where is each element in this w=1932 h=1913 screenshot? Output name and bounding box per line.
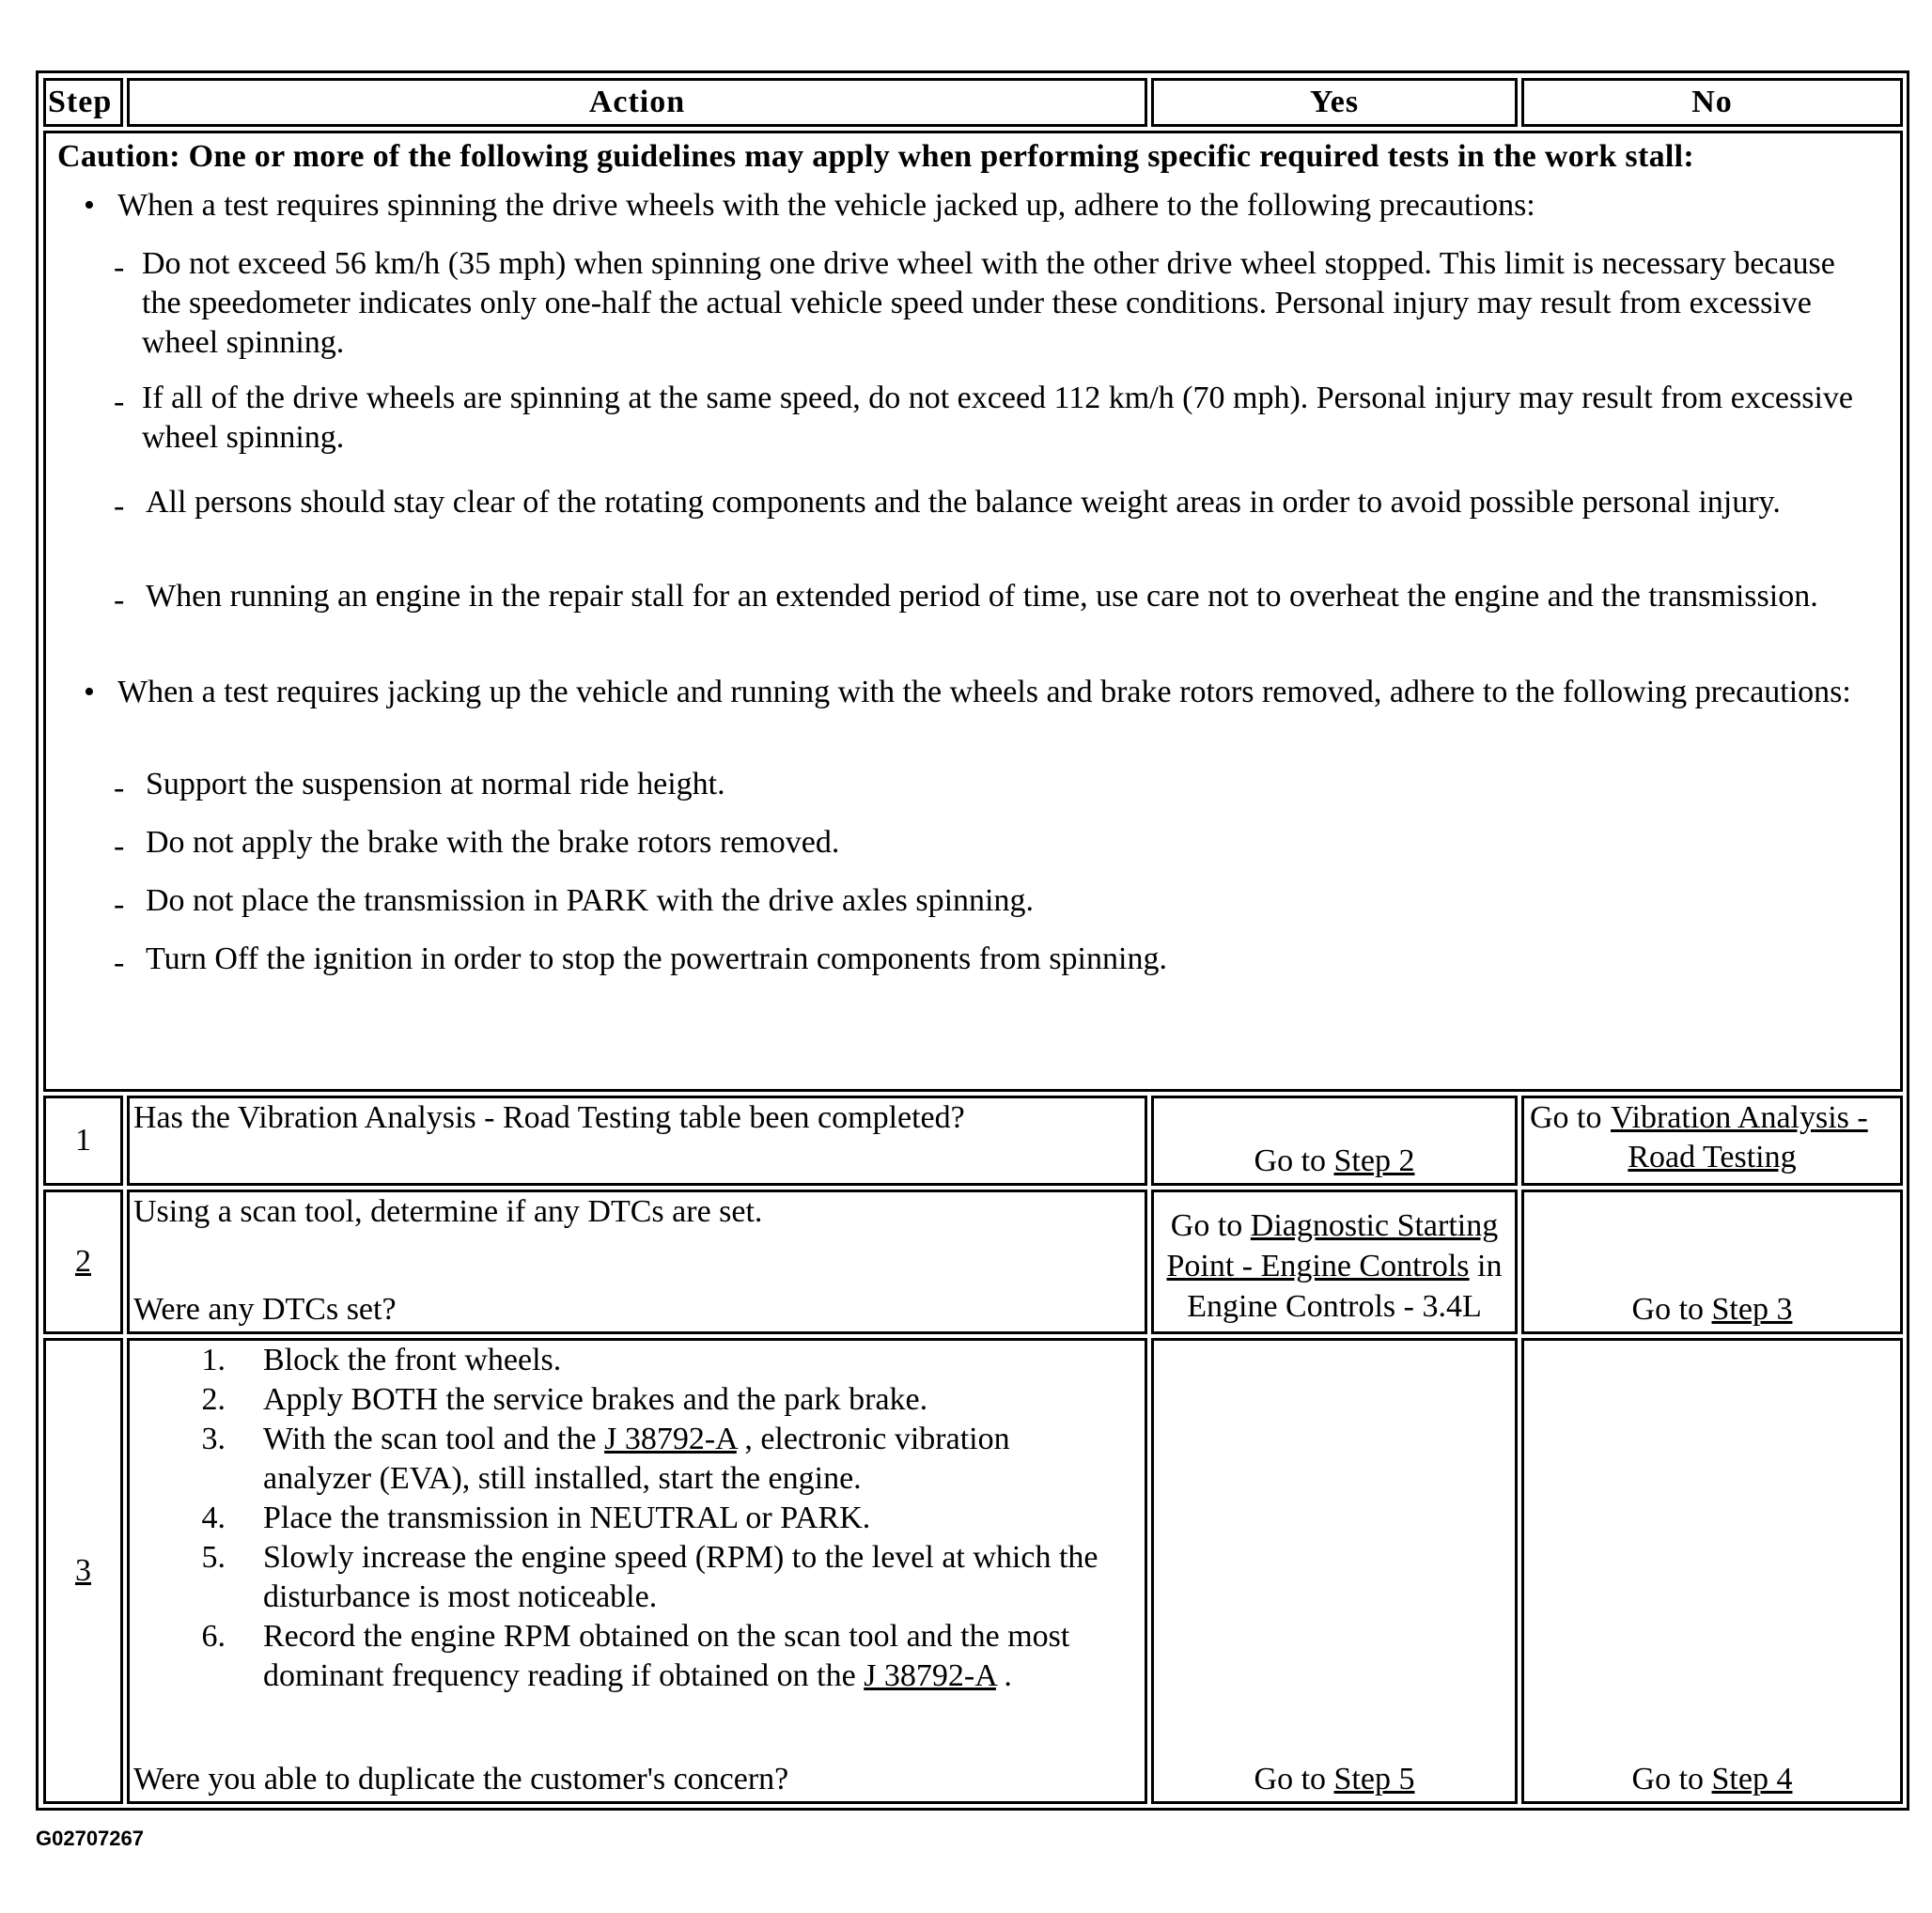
yes-cell: Go to Step 5 bbox=[1151, 1338, 1518, 1804]
step-action bbox=[127, 1190, 1147, 1334]
link-vibration-analysis-road-testing-cont[interactable]: Road Testing bbox=[1628, 1140, 1797, 1174]
step-number[interactable] bbox=[43, 1190, 123, 1334]
link-step-2[interactable]: Step 2 bbox=[1333, 1143, 1415, 1178]
link-step-5[interactable]: Step 5 bbox=[1333, 1762, 1415, 1796]
dash-icon: - bbox=[114, 583, 125, 617]
step-number[interactable] bbox=[43, 1338, 123, 1804]
yes-cell: Go to Step 2 bbox=[1151, 1096, 1518, 1186]
dash-icon: - bbox=[114, 887, 125, 922]
step-action-text: Using a scan tool, determine if any DTCs are set. bbox=[133, 1194, 763, 1229]
step-3-link[interactable]: 3 bbox=[75, 1553, 91, 1588]
no-cell: Go to Vibration Analysis - Road Testing bbox=[1521, 1096, 1903, 1186]
step-action-text: Has the Vibration Analysis - Road Testing table been completed? bbox=[133, 1100, 965, 1135]
step-question: Were you able to duplicate the customer's concern? bbox=[133, 1762, 789, 1796]
caution-title: Caution: One or more of the following guidelines may apply when performing specific required tests in the work stall: bbox=[57, 139, 1694, 174]
link-diagnostic-starting-point[interactable]: Diagnostic Starting Point - Engine Controls bbox=[1166, 1208, 1499, 1283]
header-yes: Yes bbox=[1151, 78, 1518, 127]
step-2-link[interactable]: 2 bbox=[75, 1244, 91, 1279]
no-cell: Go to Step 3 bbox=[1521, 1190, 1903, 1334]
caution-block: Caution: One or more of the following guidelines may apply when performing specific required tests in the work stall: • When a test requires spinning the drive wheels with the vehicle jacked up, adhere to the following precautions: - Do not exceed 56 km/h (35 mph) when spinning one drive wheel with the other drive wheel stopped. This limit is necessary because the speedometer indicates only one-half the actual vehicle speed under these conditions. Personal injury may result from excessive wheel spinning. - If all of the drive wheels are spinning at the same speed, do not exceed 112 km/h (70 mph). Personal injury may result from excessive wheel spinning. - All persons should stay clear of the rotating components and the balance weight areas in order to avoid possible personal injury. - When running an engine in the repair stall for an extended period of time, use care not to overheat the engine and the transmission. • When a test requires jacking up the vehicle and running with the wheels and brake rotors removed, adhere to the following precautions: - Support the suspension at normal ride height. - Do not apply the brake with the brake rotors removed. - Do not place the transmission in PARK with the drive axles spinning. - Turn Off the ignition in order to stop the powertrain components from spinning. bbox=[43, 131, 1903, 1092]
bullet-dot-icon: • bbox=[84, 675, 95, 709]
step-action: 1. Block the front wheels. 2. Apply BOTH the service brakes and the park brake. 3. With the scan tool and the J 38792-A , electronic vibration analyzer (EVA), still installed, start the engine. 4. Place the transmission in NEUTRAL or PARK. 5. Slowly increase the engine speed (RPM) to the level at which the disturbance is most noticeable. 6. Record the engine RPM obtained on the scan tool and the most dominant frequency reading if obtained on the J 38792-A . Were you able to duplicate the customer's concern? bbox=[127, 1338, 1147, 1804]
link-j-38792-a[interactable]: J 38792-A bbox=[604, 1422, 737, 1456]
dash-icon: - bbox=[114, 770, 125, 805]
yes-cell: Go to Diagnostic Starting Point - Engine Controls in Engine Controls - 3.4L bbox=[1151, 1190, 1518, 1334]
link-vibration-analysis-road-testing[interactable]: Vibration Analysis - bbox=[1611, 1100, 1868, 1135]
dash-icon: - bbox=[114, 384, 125, 419]
header-action: Action bbox=[127, 78, 1147, 127]
bullet-dot-icon: • bbox=[84, 188, 95, 223]
dash-icon: - bbox=[114, 945, 125, 980]
step-number: 1 bbox=[43, 1096, 123, 1186]
link-step-3[interactable]: Step 3 bbox=[1711, 1292, 1793, 1327]
step-action bbox=[127, 1096, 1147, 1186]
header-step: Step bbox=[43, 78, 123, 127]
step-question: Were any DTCs set? bbox=[133, 1292, 397, 1327]
diagnostic-table bbox=[36, 70, 1909, 1811]
dash-icon: - bbox=[114, 829, 125, 863]
link-step-4[interactable]: Step 4 bbox=[1711, 1762, 1793, 1796]
dash-icon: - bbox=[114, 250, 125, 285]
figure-id: G02707267 bbox=[36, 1827, 144, 1850]
no-cell: Go to Step 4 bbox=[1521, 1338, 1903, 1804]
link-j-38792-a[interactable]: J 38792-A bbox=[864, 1658, 996, 1693]
header-no: No bbox=[1521, 78, 1903, 127]
dash-icon: - bbox=[114, 489, 125, 523]
